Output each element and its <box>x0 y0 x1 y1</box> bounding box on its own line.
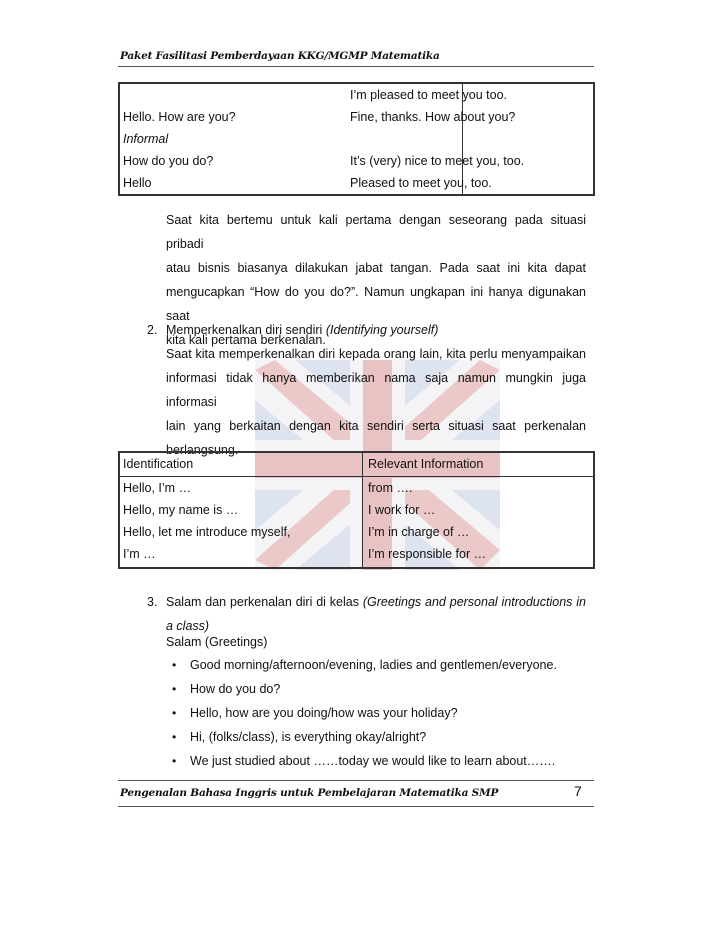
table-cell: Hello <box>123 176 152 190</box>
list-item: How do you do? <box>190 682 281 696</box>
table-row <box>120 128 593 150</box>
table-row <box>120 106 593 128</box>
bullet-icon: • <box>172 682 177 696</box>
table-cell: Fine, thanks. How about you? <box>350 110 516 124</box>
paragraph-line: atau bisnis biasanya dilakukan jabat tangan. Pada saat ini kita dapat <box>166 261 586 275</box>
section-title-italic: (Identifying yourself) <box>325 323 439 337</box>
table-row <box>120 521 593 543</box>
header-rule <box>118 66 594 67</box>
paragraph-line: Saat kita memperkenalkan diri kepada orang lain, kita perlu menyampaikan <box>166 347 586 361</box>
page-number: 7 <box>574 783 582 799</box>
list-item: Good morning/afternoon/evening, ladies and gentlemen/everyone. <box>190 658 557 672</box>
table-header-row <box>120 453 593 477</box>
table-cell: from …. <box>368 481 413 495</box>
table-cell: I’m responsible for … <box>368 547 487 561</box>
table-cell: Hello, I’m … <box>123 481 192 495</box>
table-cell: Hello. How are you? <box>123 110 236 124</box>
paragraph-line: informasi tidak hanya memberikan nama saja namun mungkin juga informasi <box>166 371 586 409</box>
greetings-table <box>118 82 595 196</box>
section-title-text: Memperkenalkan diri sendiri <box>166 323 323 337</box>
paragraph-line: mengucapkan “How do you do?”. Namun ungkapan ini hanya digunakan saat <box>166 285 586 323</box>
table-row <box>120 477 593 499</box>
list-item: We just studied about ……today we would like to learn about……. <box>190 754 556 768</box>
table-row <box>120 150 593 172</box>
paragraph-line: Saat kita bertemu untuk kali pertama dengan seseorang pada situasi pribadi <box>166 213 586 251</box>
section-title-line <box>166 590 586 614</box>
footer-rule <box>118 780 594 781</box>
table-cell: I’m pleased to meet you too. <box>350 88 508 102</box>
section-title-text: Salam dan perkenalan diri di kelas <box>166 595 359 609</box>
table-row <box>120 84 593 106</box>
table-row <box>120 499 593 521</box>
list-item: Hello, how are you doing/how was your holiday? <box>190 706 458 720</box>
table-cell: How do you do? <box>123 154 214 168</box>
list-item: Hi, (folks/class), is everything okay/alright? <box>190 730 427 744</box>
footer-bottom-rule <box>118 806 594 807</box>
identification-table <box>118 451 595 569</box>
bullet-icon: • <box>172 658 177 672</box>
page-footer: Pengenalan Bahasa Inggris untuk Pembelajaran Matematika SMP <box>120 787 499 799</box>
table-header-cell: Identification <box>123 457 194 471</box>
paragraph-identifying <box>166 342 586 462</box>
bullet-icon: • <box>172 706 177 720</box>
page-header: Paket Fasilitasi Pemberdayaan KKG/MGMP Matematika <box>120 50 440 62</box>
table-cell: I’m … <box>123 547 156 561</box>
table-cell: It’s (very) nice to meet you, too. <box>350 154 525 168</box>
subheading-greetings: Salam (Greetings) <box>166 635 268 649</box>
section-number: 3. <box>147 595 158 609</box>
bullet-icon: • <box>172 754 177 768</box>
paragraph-line: lain yang berkaitan dengan kita sendiri serta situasi saat perkenalan <box>166 419 586 433</box>
table-cell-subheading: Informal <box>123 132 169 146</box>
table-cell: I work for … <box>368 503 436 517</box>
table-cell: I’m in charge of … <box>368 525 470 539</box>
section-title-italic: (Greetings and personal introductions in <box>362 595 586 609</box>
section-number: 2. <box>147 323 158 337</box>
bullet-icon: • <box>172 730 177 744</box>
table-header-cell: Relevant Information <box>368 457 484 471</box>
table-cell: Pleased to meet you, too. <box>350 176 492 190</box>
table-row <box>120 543 593 565</box>
table-cell: Hello, let me introduce myself, <box>123 525 291 539</box>
table-cell: Hello, my name is … <box>123 503 239 517</box>
section-title <box>166 318 438 342</box>
table-row <box>120 172 593 194</box>
paragraph-line: kita kali pertama berkenalan. <box>166 333 326 347</box>
section-title-line: a class) <box>166 619 210 633</box>
paragraph-line: berlangsung. <box>166 443 239 457</box>
